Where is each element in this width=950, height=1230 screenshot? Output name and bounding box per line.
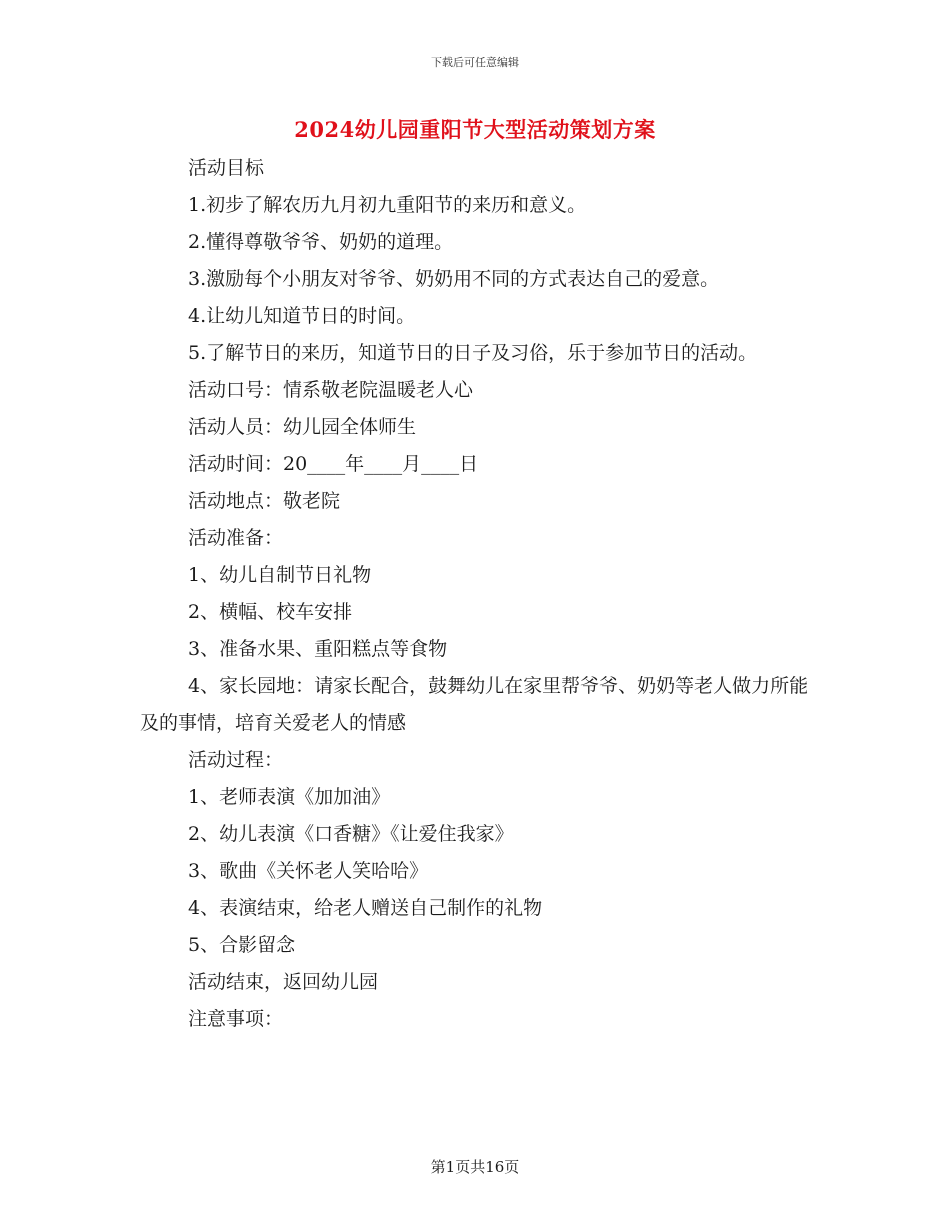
paragraph-preparation-heading: 活动准备：: [188, 527, 284, 549]
paragraph-preparation-1: 1、幼儿自制节日礼物: [188, 564, 372, 586]
paragraph-process-5: 5、合影留念: [188, 934, 296, 956]
paragraph-process-2: 2、幼儿表演《口香糖》《让爱住我家》: [188, 823, 514, 845]
paragraph-objective-4: 4.让幼儿知道节日的时间。: [188, 305, 416, 327]
paragraph-objective-5: 5.了解节日的来历，知道节日的日子及习俗，乐于参加节日的活动。: [188, 342, 758, 364]
paragraph-slogan: 活动口号：情系敬老院温暖老人心: [188, 379, 474, 401]
paragraph-preparation-2: 2、横幅、校车安排: [188, 601, 353, 623]
paragraph-notes-heading: 注意事项：: [188, 1008, 284, 1030]
paragraph-objectives-heading: 活动目标: [188, 157, 265, 179]
header-note: 下载后可任意编辑: [431, 56, 519, 69]
document-body: [140, 150, 810, 1038]
paragraph-process-1: 1、老师表演《加加油》: [188, 786, 391, 808]
paragraph-preparation-3: 3、准备水果、重阳糕点等食物: [188, 638, 448, 660]
paragraph-participants: 活动人员：幼儿园全体师生: [188, 416, 417, 438]
paragraph-closing: 活动结束，返回幼儿园: [188, 971, 379, 993]
paragraph-preparation-4: 4、家长园地：请家长配合，鼓舞幼儿在家里帮爷爷、奶奶等老人做力所能及的事情，培育关爱老人的情感: [140, 675, 809, 734]
paragraph-process-3: 3、歌曲《关怀老人笑哈哈》: [188, 860, 429, 882]
paragraph-process-4: 4、表演结束，给老人赠送自己制作的礼物: [188, 897, 543, 919]
paragraph-objective-2: 2.懂得尊敬爷爷、奶奶的道理。: [188, 231, 454, 253]
page-number: 第1页共16页: [430, 1158, 520, 1176]
paragraph-objective-3: 3.激励每个小朋友对爷爷、奶奶用不同的方式表达自己的爱意。: [188, 268, 720, 290]
paragraph-objective-1: 1.初步了解农历九月初九重阳节的来历和意义。: [188, 194, 587, 216]
document-title: 2024幼儿园重阳节大型活动策划方案: [294, 117, 656, 142]
paragraph-time: 活动时间：20____年____月____日: [188, 453, 479, 475]
paragraph-location: 活动地点：敬老院: [188, 490, 341, 512]
paragraph-process-heading: 活动过程：: [188, 749, 284, 771]
